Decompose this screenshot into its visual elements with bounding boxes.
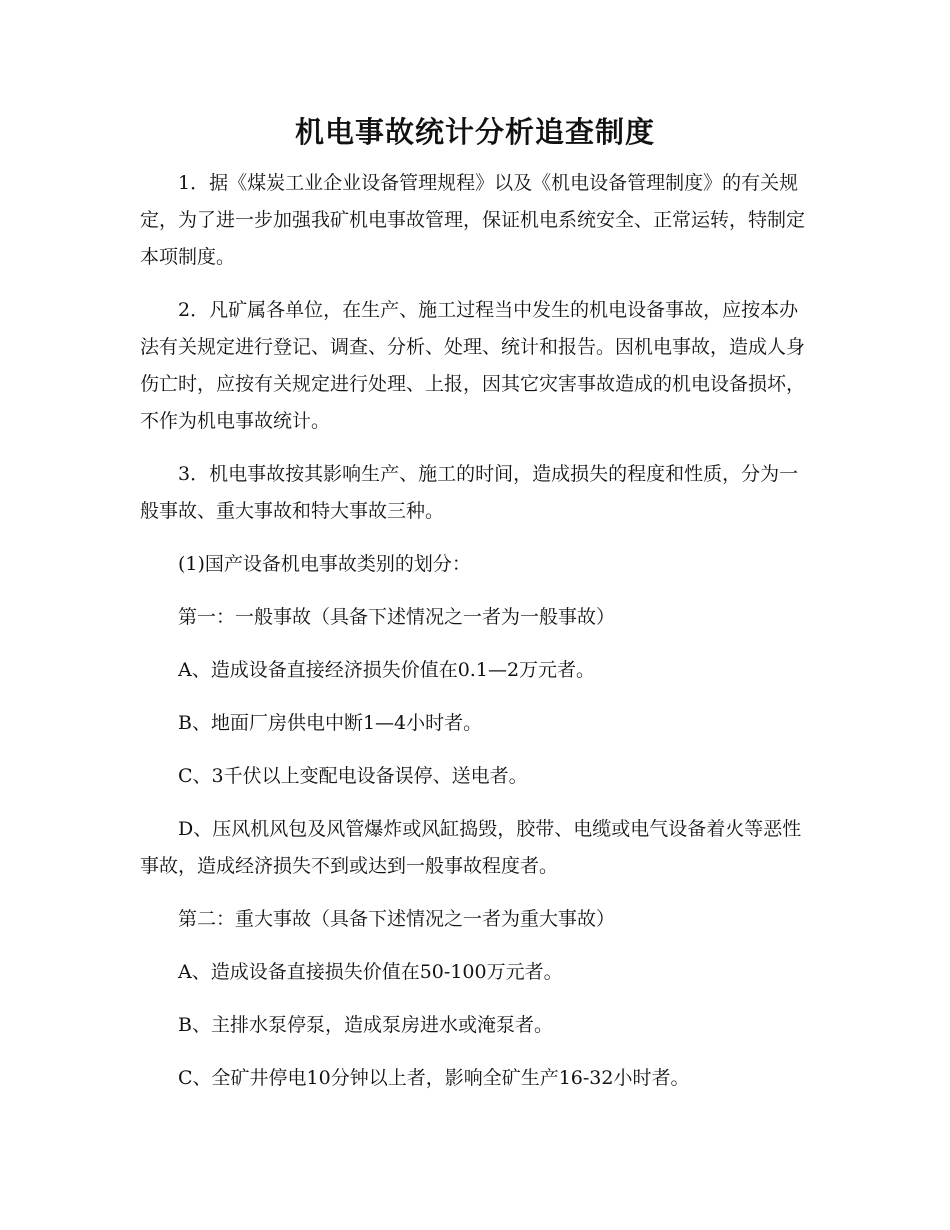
major-item-c: C、全矿井停电10分钟以上者，影响全矿生产16-32小时者。 bbox=[178, 1067, 690, 1089]
major-item-a: A、造成设备直接损失价值在50-100万元者。 bbox=[178, 961, 563, 983]
general-item-d: D、压风机风包及风管爆炸或风缸捣毁，胶带、电缆或电气设备着火等恶性事故，造成经济损失不到或达到一般事故程度者。 bbox=[140, 818, 802, 877]
heading-major-accident: 第二：重大事故（具备下述情况之一者为重大事故） bbox=[178, 908, 616, 930]
document-body bbox=[140, 165, 810, 1113]
heading-general-accident: 第一：一般事故（具备下述情况之一者为一般事故） bbox=[178, 606, 616, 628]
paragraph-2: 2．凡矿属各单位，在生产、施工过程当中发生的机电设备事故，应按本办法有关规定进行登记、调查、分析、处理、统计和报告。因机电事故，造成人身伤亡时，应按有关规定进行处理、上报，因其它灾害事故造成的机电设备损坏，不作为机电事故统计。 bbox=[140, 299, 806, 432]
general-item-a: A、造成设备直接经济损失价值在0.1—2万元者。 bbox=[178, 659, 596, 681]
paragraph-domestic-classification: (1)国产设备机电事故类别的划分： bbox=[178, 553, 471, 575]
paragraph-1: 1．据《煤炭工业企业设备管理规程》以及《机电设备管理制度》的有关规定，为了进一步加强我矿机电事故管理，保证机电系统安全、正常运转，特制定本项制度。 bbox=[140, 172, 806, 268]
paragraph-3: 3．机电事故按其影响生产、施工的时间，造成损失的程度和性质，分为一般事故、重大事故和特大事故三种。 bbox=[140, 463, 799, 522]
general-item-c: C、3千伏以上变配电设备误停、送电者。 bbox=[178, 765, 528, 787]
document-title: 机电事故统计分析追查制度 bbox=[294, 115, 655, 149]
major-item-b: B、主排水泵停泵，造成泵房进水或淹泵者。 bbox=[178, 1014, 553, 1036]
general-item-b: B、地面厂房供电中断1—4小时者。 bbox=[178, 712, 483, 734]
